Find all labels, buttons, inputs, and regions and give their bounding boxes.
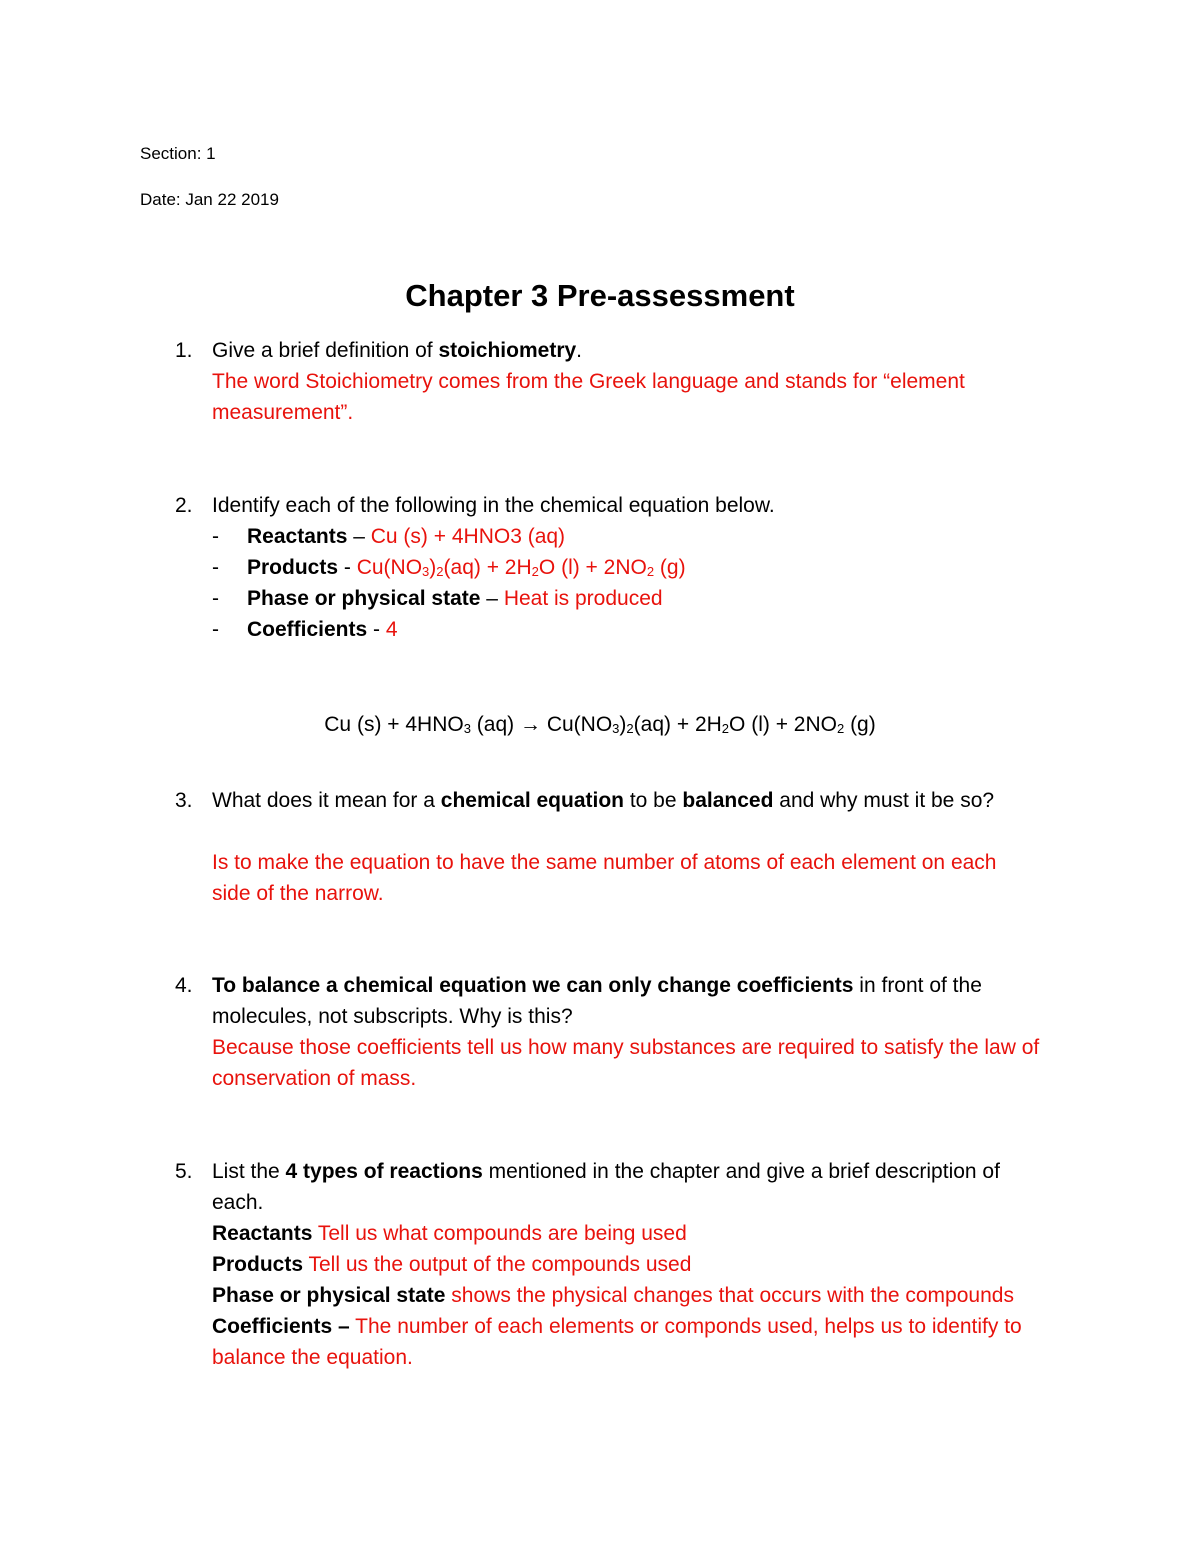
question-number: 3.	[175, 789, 193, 812]
section-label: Section: 1	[140, 144, 216, 163]
answer-4-line-1: Because those coefficients tell us how many substances are required to satisfy the law of	[212, 1036, 1040, 1059]
page-title: Chapter 3 Pre-assessment	[405, 278, 795, 313]
question-5-line-2: each.	[212, 1191, 264, 1214]
answer-5-coefficients: Coefficients – The number of each elements or componds used, helps us to identify to	[212, 1315, 1022, 1338]
question-number: 2.	[175, 494, 193, 517]
chemical-equation: Cu $(s) + 4HNO_3$ $(aq) \to Cu(NO_3)_2(aq) + 2H_2O$ $(l) + 2NO_2$ (g)	[324, 713, 876, 736]
question-number: 4.	[175, 974, 193, 997]
question-number: 1.	[175, 339, 193, 362]
answer-5-products: Products Tell us the output of the compounds used	[212, 1253, 692, 1276]
products-formula: $Cu(NO_3)_2(aq) + 2H_2O$ $(l) + 2NO_2$ (g)	[356, 556, 686, 579]
question-4-line-2: molecules, not subscripts. Why is this?	[212, 1005, 573, 1028]
answer-3-line-1: Is to make the equation to have the same number of atoms of each element on each	[212, 851, 997, 874]
answer-5-last-line: balance the equation.	[212, 1346, 413, 1369]
answer-3-line-2: side of the narrow.	[212, 882, 384, 905]
answer-1-line-1: The word Stoichiometry comes from the Greek language and stands for “element	[212, 370, 965, 393]
date-label: Date: Jan 22 2019	[140, 190, 279, 209]
arrow-icon: →	[519, 713, 541, 736]
question-prompt: Identify each of the following in the chemical equation below.	[212, 494, 775, 517]
question-prompt: List the 4 types of reactions mentioned in the chapter and give a brief description of	[212, 1160, 1000, 1183]
question-prompt: To balance a chemical equation we can only change coefficients in front of the	[212, 974, 982, 997]
question-prompt: Give a brief definition of stoichiometry.	[212, 339, 583, 362]
answer-5-phase: Phase or physical state shows the physical changes that occurs with the compounds	[212, 1284, 1014, 1307]
answer-5-reactants: Reactants Tell us what compounds are being used	[212, 1222, 687, 1245]
answer-4-line-2: conservation of mass.	[212, 1067, 417, 1090]
document-page: Section: 1 Date: Jan 22 2019 Chapter 3 Pre-assessment 1. Give a brief definition of stoichiometry. The word Stoichiometry comes from the Greek language and stands for “element measurement”. 2. Identify each of the following in the chemical equation below. - Reactants – Cu (s) + 4HNO3 (aq) - Products - $Cu(NO_3)_2(aq) + 2H_2O$ $(l) + 2NO_2$ (g) - Phase or physical state – Heat is produced - Coefficients - 4 Cu $(s) + 4HNO_3$ $(aq) \to Cu(NO_3)_2(aq) + 2H_2O$ $(l) + 2NO_2$ (g) 3. What does it mean for a chemical equation to be balanced and why must it be so? Is to make the equation to have the same number of atoms of each element on each side of the narrow. 4. To balance a chemical equation we can only change coefficients in front of the molecules, not subscripts. Why is this? Because those coefficients tell us how many substances are required to satisfy the law of conservation of mass. 5. List the 4 types of reactions mentioned in the chapter and give a brief description of each. Reactants Tell us what compounds are being used Products Tell us the output of the compounds used Phase or physical state shows the physical changes that occurs with the compounds Coefficients – The number of each elements or componds used, helps us to identify to balance the equation.	[0, 0, 1200, 1553]
question-prompt: What does it mean for a chemical equation to be balanced and why must it be so?	[212, 789, 995, 812]
answer-1-line-2: measurement”.	[212, 401, 354, 424]
question-number: 5.	[175, 1160, 193, 1183]
